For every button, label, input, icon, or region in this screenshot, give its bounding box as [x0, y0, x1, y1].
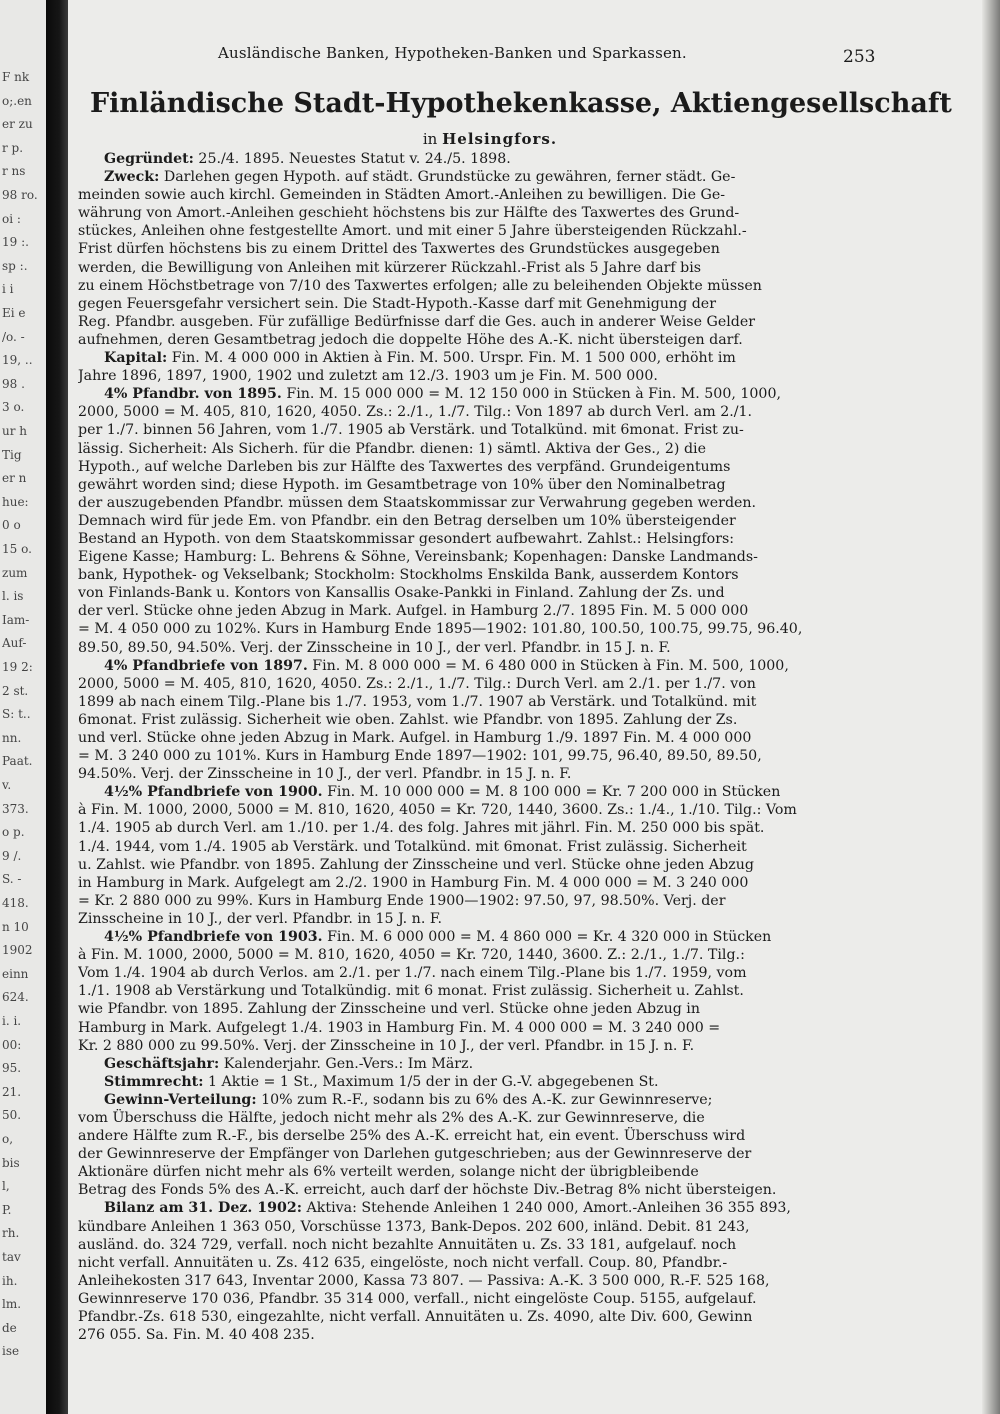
strip-fragment: 9 /. — [2, 848, 22, 863]
text-line — [78, 856, 878, 874]
text-line — [78, 838, 878, 856]
strip-fragment: 98 . — [2, 376, 25, 391]
strip-fragment: i i — [2, 282, 14, 297]
text-line — [78, 928, 878, 946]
text-line — [78, 222, 878, 240]
strip-fragment: Tig — [2, 447, 22, 462]
text-line — [78, 1218, 878, 1236]
strip-fragment: 19 2: — [2, 660, 33, 674]
strip-fragment: r p. — [2, 140, 24, 155]
section-label: 4½% Pfandbriefe von 1900. — [104, 784, 323, 801]
page-edge-shadow — [982, 0, 1000, 1414]
text-line — [78, 819, 878, 837]
text-line — [78, 150, 878, 168]
section-label: Kapital: — [104, 350, 168, 367]
page-number: 253 — [843, 47, 876, 67]
strip-fragment: l. is — [2, 589, 24, 604]
line-text: Aktiva: Stehende Anleihen 1 240 000, Amort.-Anleihen 36 355 893, — [302, 1200, 791, 1217]
strip-fragment: o p. — [2, 825, 25, 840]
text-line — [78, 783, 878, 801]
strip-fragment: bis — [2, 1155, 20, 1170]
strip-fragment: 1902 — [2, 943, 33, 958]
text-line — [78, 367, 878, 385]
text-line — [78, 747, 878, 765]
text-line — [78, 530, 878, 548]
line-text: 276 055. Sa. Fin. M. 40 408 235. — [78, 1327, 315, 1344]
section-label: Stimmrecht: — [104, 1073, 204, 1090]
strip-fragment: o;.en — [2, 93, 32, 108]
text-line — [78, 1254, 878, 1272]
book-binding-shadow — [46, 0, 68, 1414]
line-text: aufnehmen, deren Gesamtbetrag jedoch die doppelte Höhe des A.-K. nicht übersteigen darf. — [78, 331, 743, 348]
line-text: der Gewinnreserve der Empfänger von Darlehen gutgeschrieben; aus der Gewinnreserve der — [78, 1146, 752, 1163]
text-line — [78, 1037, 878, 1055]
line-text: gewährt worden sind; diese Hypoth. im Gesamtbetrage von 10% über den Nominalbetrag — [78, 476, 726, 493]
strip-fragment: 624. — [2, 990, 29, 1005]
text-line — [78, 349, 878, 367]
strip-fragment: 98 ro. — [2, 188, 38, 202]
strip-fragment: Iam- — [2, 612, 30, 627]
line-text: von Finlands-Bank u. Kontors von Kansallis Osake-Pankki in Finland. Zahlung der Zs. und — [78, 585, 725, 602]
section-label: 4% Pfandbriefe von 1897. — [104, 657, 308, 674]
line-text: 2000, 5000 = M. 405, 810, 1620, 4050. Zs.: 2./1., 1./7. Tilg.: Durch Verl. am 2./1. per 1./7. von — [78, 675, 756, 692]
line-text: Demnach wird für jede Em. von Pfandbr. ein den Betrag derselben um 10% übersteigender — [78, 512, 736, 529]
text-line — [78, 186, 878, 204]
text-line — [78, 982, 878, 1000]
line-text: der verl. Stücke ohne jeden Abzug in Mark. Aufgel. in Hamburg 2./7. 1895 Fin. M. 5 000 000 — [78, 603, 749, 620]
text-line — [78, 765, 878, 783]
section-label: 4½% Pfandbriefe von 1903. — [104, 929, 323, 946]
strip-fragment: zum — [2, 565, 28, 580]
text-line — [78, 440, 878, 458]
text-line — [78, 711, 878, 729]
text-line — [78, 277, 878, 295]
line-text: 94.50%. Verj. der Zinsscheine in 10 J., der verl. Pfandbr. in 15 J. n. F. — [78, 766, 572, 783]
strip-fragment: hue: — [2, 494, 29, 509]
line-text: Bestand an Hypoth. von dem Staatskommissar gesondert aufbewahrt. Zahlst.: Helsingfors: — [78, 530, 735, 547]
document-page — [68, 0, 982, 1414]
line-text: 1899 ab nach einem Tilg.-Plane bis 1./7. 1953, vom 1./7. 1907 ab Verstärk. und Totalkünd. mit — [78, 693, 757, 710]
line-text: Anleihekosten 317 643, Inventar 2000, Kassa 73 807. — Passiva: A.-K. 3 500 000, R.-F. 525 168, — [78, 1272, 770, 1289]
line-text: Reg. Pfandbr. ausgeben. Für zufällige Bedürfnisse darf die Ges. auch in anderer Weise Gelder — [78, 313, 756, 330]
line-text: zu einem Höchstbetrage von 7/10 des Taxwertes erfolgen; alle zu beleihenden Objekte müssen — [78, 277, 762, 294]
strip-fragment: Paat. — [2, 754, 33, 769]
line-text: Eigene Kasse; Hamburg: L. Behrens & Söhne, Vereinsbank; Kopenhagen: Danske Landmands- — [78, 549, 758, 566]
text-line — [78, 494, 878, 512]
line-text: 6monat. Frist zulässig. Sicherheit wie oben. Zahlst. wie Pfandbr. von 1895. Zahlung der Zs. — [78, 711, 738, 728]
text-line — [78, 910, 878, 928]
subtitle-city: Helsingfors. — [442, 130, 558, 148]
strip-fragment: o, — [2, 1132, 14, 1146]
text-line — [78, 1181, 878, 1199]
strip-fragment: 0 o — [2, 518, 21, 533]
text-line — [78, 729, 878, 747]
line-text: 25./4. 1895. Neuestes Statut v. 24./5. 1898. — [193, 151, 511, 167]
section-label: Gewinn-Verteilung: — [104, 1091, 257, 1108]
strip-fragment: nn. — [2, 730, 22, 745]
text-line — [78, 1236, 878, 1254]
text-line — [78, 331, 878, 349]
text-line — [78, 1308, 878, 1326]
strip-fragment: Auf- — [2, 636, 27, 651]
running-head: Ausländische Banken, Hypotheken-Banken und Sparkassen. — [218, 44, 687, 62]
line-text: meinden sowie auch kirchl. Gemeinden in Städten Amort.-Anleihen zu bewilligen. Die Ge- — [78, 187, 726, 204]
text-line — [78, 602, 878, 620]
text-line — [78, 240, 878, 258]
text-line — [78, 1019, 878, 1037]
text-line — [78, 1326, 878, 1344]
section-label: Gegründet: — [104, 151, 194, 167]
text-line — [78, 946, 878, 964]
line-text: und verl. Stücke ohne jeden Abzug in Mark. Aufgel. in Hamburg 1./9. 1897 Fin. M. 4 000 000 — [78, 730, 752, 746]
line-text: = M. 3 240 000 zu 101%. Kurs in Hamburg Ende 1897—1902: 101, 99.75, 96.40, 89.50, 89.50, — [78, 748, 762, 765]
text-line — [78, 1290, 878, 1308]
line-text: per 1./7. binnen 56 Jahren, vom 1./7. 1905 ab Verstärk. und Totalkünd. mit 6monat. Frist zu- — [78, 422, 744, 439]
body-text — [78, 150, 878, 1344]
line-text: in Hamburg in Mark. Aufgelegt am 2./2. 1900 in Hamburg Fin. M. 4 000 000 = M. 3 240 000 — [78, 874, 749, 891]
text-line — [78, 1127, 878, 1145]
line-text: Fin. M. 10 000 000 = M. 8 100 000 = Kr. 7 200 000 in Stücken — [322, 784, 781, 801]
line-text: Fin. M. 6 000 000 = M. 4 860 000 = Kr. 4 320 000 in Stücken — [322, 929, 772, 946]
section-label: Zweck: — [104, 169, 160, 186]
strip-fragment: P. — [2, 1202, 12, 1217]
text-line — [78, 693, 878, 711]
text-line — [78, 1055, 878, 1073]
line-text: à Fin. M. 1000, 2000, 5000 = M. 810, 1620, 4050 = Kr. 720, 1440, 3600. Z.: 2./1., 1./7. Tilg.: — [78, 947, 745, 964]
strip-fragment: sp :. — [2, 258, 28, 273]
text-line — [78, 1000, 878, 1018]
text-line — [78, 874, 878, 892]
line-text: Fin. M. 15 000 000 = M. 12 150 000 in Stücken à Fin. M. 500, 1000, — [281, 386, 781, 403]
text-line — [78, 512, 878, 530]
line-text: = Kr. 2 880 000 zu 99%. Kurs in Hamburg Ende 1900—1902: 97.50, 97, 98.50%. Verj. der — [78, 892, 726, 909]
line-text: 89.50, 89.50, 94.50%. Verj. der Zinsscheine in 10 J., der verl. Pfandbr. in 15 J. n. F. — [78, 639, 671, 656]
text-line — [78, 385, 878, 403]
text-line — [78, 421, 878, 439]
strip-fragment: 19, .. — [2, 353, 33, 368]
strip-fragment: 15 o. — [2, 542, 32, 556]
strip-fragment: einn — [2, 966, 29, 981]
strip-fragment: Ei e — [2, 306, 26, 320]
text-line — [78, 964, 878, 982]
line-text: Pfandbr.-Zs. 618 530, eingezahlte, nicht verfall. Annuitäten u. Zs. 4090, alte Div. 600, Gewinn — [78, 1309, 753, 1325]
strip-fragment: ise — [2, 1344, 20, 1359]
line-text: stückes, Anleihen ohne festgestellte Amort. und mit einer 5 Jahre übersteigenden Rückzahl.- — [78, 223, 747, 240]
text-line — [78, 1145, 878, 1163]
strip-fragment: 95. — [2, 1061, 22, 1076]
strip-fragment: tav — [2, 1250, 21, 1264]
strip-fragment: 21. — [2, 1084, 22, 1099]
strip-fragment: v. — [2, 778, 12, 792]
text-line — [78, 168, 878, 186]
line-text: werden, die Bewilligung von Anleihen mit kürzerer Rückzahl.-Frist als 5 Jahre darf bis — [78, 259, 702, 276]
text-line — [78, 1091, 878, 1109]
line-text: Zinsscheine in 10 J., der verl. Pfandbr. in 15 J. n. F. — [78, 910, 442, 927]
page-subtitle — [90, 130, 890, 148]
line-text: Aktionäre dürfen nicht mehr als 6% verteilt werden, solange nicht der übrigbleibende — [78, 1164, 699, 1181]
text-line — [78, 313, 878, 331]
text-line — [78, 566, 878, 584]
line-text: kündbare Anleihen 1 363 050, Vorschüsse 1373, Bank-Depos. 202 600, inländ. Debit. 81 243, — [78, 1218, 750, 1235]
line-text: Jahre 1896, 1897, 1900, 1902 und zuletzt am 12./3. 1903 um je Fin. M. 500 000. — [78, 368, 658, 385]
page-title: Finländische Stadt-Hypothekenkasse, Aktiengesellschaft — [90, 88, 952, 119]
strip-fragment: 3 o. — [2, 400, 25, 415]
adjacent-page-strip — [0, 0, 46, 1414]
line-text: 1./1. 1908 ab Verstärkung und Totalkündig. mit 6 monat. Frist zulässig. Sicherheit u. Zahlst. — [78, 983, 744, 1000]
text-line — [78, 204, 878, 222]
line-text: Kalenderjahr. Gen.-Vers.: Im März. — [219, 1055, 474, 1072]
strip-fragment: l, — [2, 1179, 10, 1194]
strip-fragment: er zu — [2, 117, 33, 132]
line-text: 1./4. 1905 ab durch Verl. am 1./10. per 1./4. des folg. Jahres mit jährl. Fin. M. 250 000 bis spät. — [78, 820, 765, 837]
text-line — [78, 295, 878, 313]
strip-fragment: er n — [2, 471, 27, 486]
subtitle-prefix: in — [422, 130, 438, 148]
line-text: 2000, 5000 = M. 405, 810, 1620, 4050. Zs.: 2./1., 1./7. Tilg.: Von 1897 ab durch Verl. am 2./1. — [78, 404, 753, 421]
text-line — [78, 1272, 878, 1290]
line-text: Darlehen gegen Hypoth. auf städt. Grundstücke zu gewähren, ferner städt. Ge- — [159, 169, 736, 186]
strip-fragment: F nk — [2, 70, 30, 84]
strip-fragment: lm. — [2, 1297, 22, 1312]
strip-fragment: 50. — [2, 1108, 22, 1123]
text-line — [78, 657, 878, 675]
line-text: nicht verfall. Annuitäten u. Zs. 412 635, eingelöste, noch nicht verfall. Coup. 80, Pfandbr.- — [78, 1254, 728, 1271]
line-text: lässig. Sicherheit: Als Sicherh. für die Pfandbr. dienen: 1) sämtl. Aktiva der Ges., 2) die — [78, 440, 706, 457]
line-text: andere Hälfte zum R.-F., bis derselbe 25% des A.-K. erreicht hat, ein event. Überschuss wird — [78, 1128, 746, 1145]
strip-fragment: i. i. — [2, 1014, 22, 1028]
text-line — [78, 1109, 878, 1127]
line-text: u. Zahlst. wie Pfandbr. von 1895. Zahlung der Zinsscheine und verl. Stücke ohne jeden Abzug — [78, 856, 754, 873]
line-text: währung von Amort.-Anleihen geschieht höchstens bis zur Hälfte des Taxwertes des Grund- — [78, 205, 740, 222]
strip-fragment: r ns — [2, 164, 26, 179]
text-line — [78, 548, 878, 566]
text-line — [78, 1163, 878, 1181]
strip-fragment: ih. — [2, 1273, 18, 1288]
strip-fragment: 418. — [2, 896, 29, 910]
line-text: wie Pfandbr. von 1895. Zahlung der Zinsscheine und verl. Stücke ohne jeden Abzug in — [78, 1001, 700, 1018]
text-line — [78, 458, 878, 476]
line-text: = M. 4 050 000 zu 102%. Kurs in Hamburg Ende 1895—1902: 101.80, 100.50, 100.75, 99.75, 96.40, — [78, 621, 803, 638]
text-line — [78, 259, 878, 277]
text-line — [78, 639, 878, 657]
line-text: Gewinnreserve 170 036, Pfandbr. 35 314 000, verfall., nicht eingelöste Coup. 5155, aufgelauf. — [78, 1290, 757, 1307]
text-line — [78, 476, 878, 494]
line-text: 1./4. 1944, vom 1./4. 1905 ab Verstärk. und Totalkünd. mit 6monat. Frist zulässig. Sicherheit — [78, 838, 747, 855]
text-line — [78, 584, 878, 602]
line-text: 10% zum R.-F., sodann bis zu 6% des A.-K. zur Gewinnreserve; — [256, 1091, 713, 1108]
strip-fragment: 373. — [2, 801, 29, 816]
strip-fragment: /o. - — [2, 329, 25, 344]
strip-fragment: 2 st. — [2, 683, 29, 698]
line-text: bank, Hypothek- og Vekselbank; Stockholm: Stockholms Enskilda Bank, ausserdem Kontors — [78, 567, 739, 584]
line-text: Hypoth., auf welche Darleben bis zur Hälfte des Taxwertes des verpfänd. Grundeigentums — [78, 458, 731, 475]
line-text: Kr. 2 880 000 zu 99.50%. Verj. der Zinsscheine in 10 J., der verl. Pfandbr. in 15 J. n. F. — [78, 1037, 695, 1054]
strip-fragment: de — [2, 1320, 17, 1335]
line-text: gegen Feuersgefahr versichert sein. Die Stadt-Hypoth.-Kasse darf mit Genehmigung der — [78, 295, 716, 312]
section-label: Bilanz am 31. Dez. 1902: — [104, 1200, 303, 1217]
line-text: Hamburg in Mark. Aufgelegt 1./4. 1903 in Hamburg Fin. M. 4 000 000 = M. 3 240 000 = — [78, 1019, 721, 1036]
section-label: 4% Pfandbr. von 1895. — [104, 386, 282, 403]
strip-fragment: n 10 — [2, 919, 29, 934]
strip-fragment: ur h — [2, 424, 28, 438]
text-line — [78, 620, 878, 638]
strip-fragment: 19 :. — [2, 235, 29, 250]
line-text: Fin. M. 4 000 000 in Aktien à Fin. M. 500. Urspr. Fin. M. 1 500 000, erhöht im — [167, 350, 736, 367]
text-line — [78, 892, 878, 910]
strip-fragment: rh. — [2, 1226, 20, 1241]
text-line — [78, 801, 878, 819]
line-text: ausländ. do. 324 729, verfall. noch nicht bezahlte Annuitäten u. Zs. 33 181, aufgelauf. noch — [78, 1236, 737, 1253]
strip-fragment: 00: — [2, 1037, 22, 1052]
text-line — [78, 1199, 878, 1217]
line-text: Frist dürfen höchstens bis zu einem Drittel des Taxwertes des Grundstückes ausgegeben — [78, 241, 720, 258]
line-text: à Fin. M. 1000, 2000, 5000 = M. 810, 1620, 4050 = Kr. 720, 1440, 3600. Zs.: 1./4., 1./10. Tilg.: Vom — [78, 802, 797, 819]
strip-fragment: oi : — [2, 211, 21, 226]
text-line — [78, 403, 878, 421]
line-text: Betrag des Fonds 5% des A.-K. erreicht, auch darf der höchste Div.-Betrag 8% nicht übersteigen. — [78, 1182, 777, 1199]
text-line — [78, 1073, 878, 1091]
strip-fragment: S: t.. — [2, 707, 31, 722]
line-text: 1 Aktie = 1 St., Maximum 1/5 der in der G.-V. abgegebenen St. — [203, 1073, 659, 1090]
line-text: vom Überschuss die Hälfte, jedoch nicht mehr als 2% des A.-K. zur Gewinnreserve, die — [78, 1109, 705, 1126]
line-text: Fin. M. 8 000 000 = M. 6 480 000 in Stücken à Fin. M. 500, 1000, — [307, 657, 789, 674]
line-text: der auszugebenden Pfandbr. müssen dem Staatskommissar zur Verwahrung gegeben werden. — [78, 494, 757, 511]
section-label: Geschäftsjahr: — [104, 1055, 220, 1072]
line-text: Vom 1./4. 1904 ab durch Verlos. am 2./1. per 1./7. nach einem Tilg.-Plane bis 1./7. 1959, vom — [78, 965, 747, 982]
text-line — [78, 675, 878, 693]
strip-fragment: S. - — [2, 872, 22, 887]
